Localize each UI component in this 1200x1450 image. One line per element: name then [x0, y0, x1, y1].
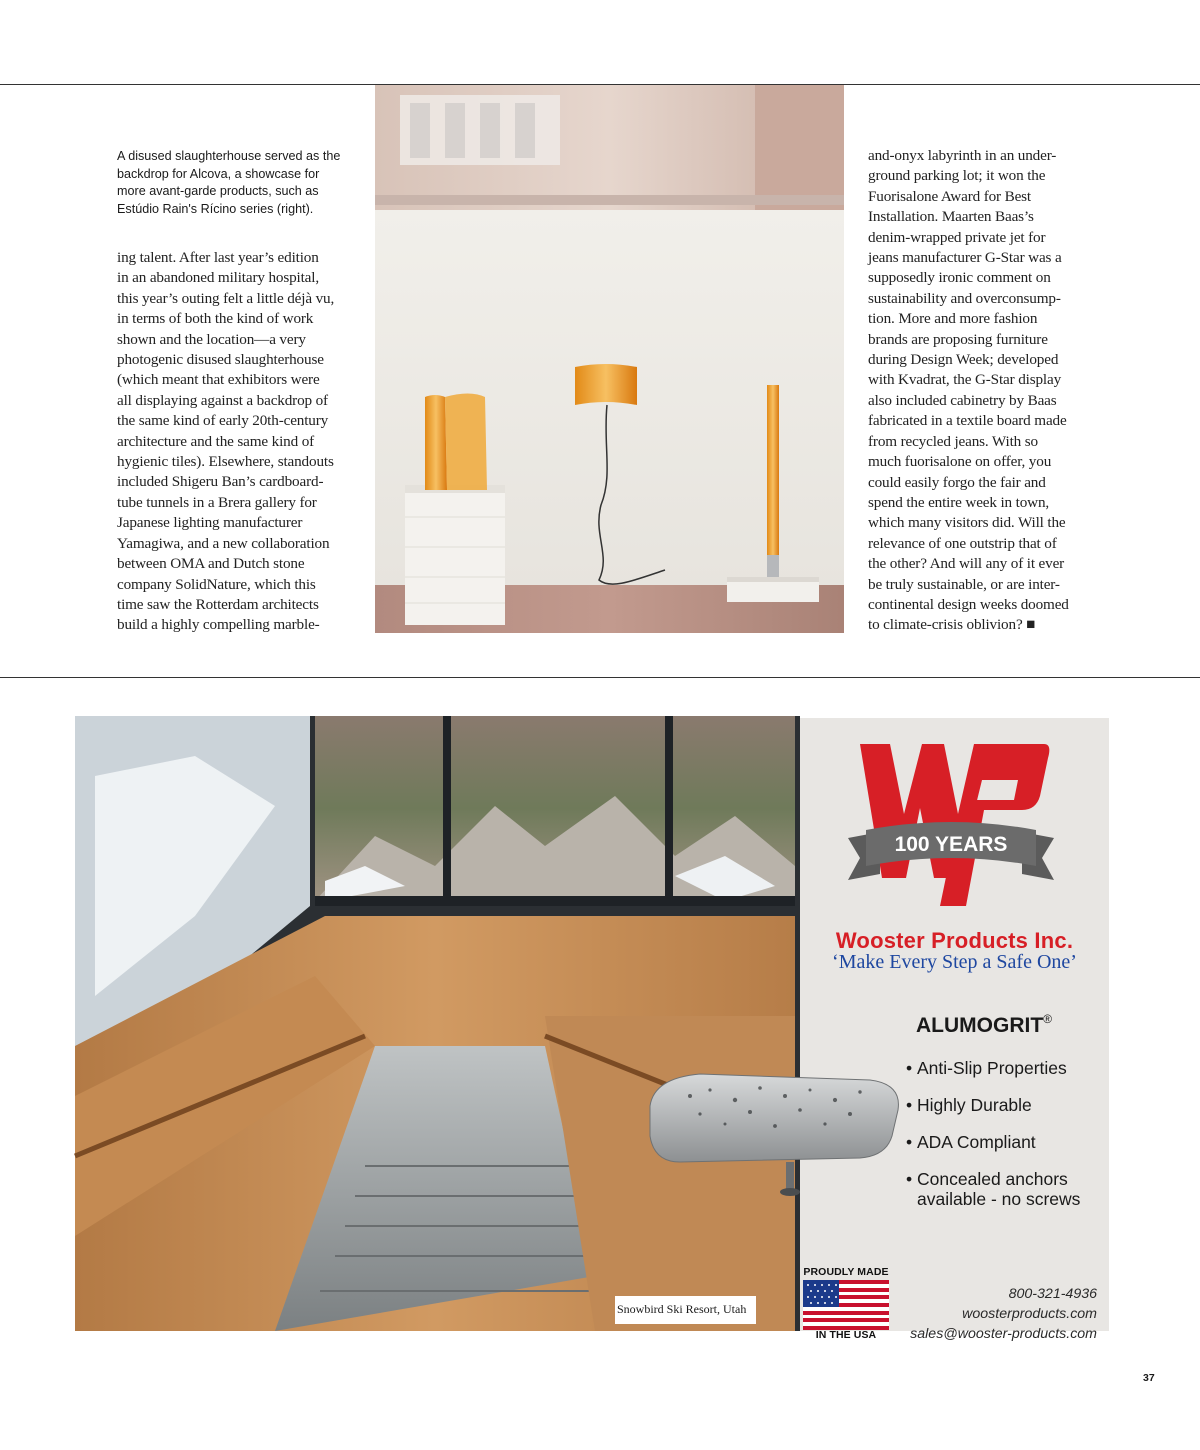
- article-text-line: hygienic tiles). Elsewhere, standouts: [117, 453, 334, 471]
- article-text-line: with Kvadrat, the G-Star display: [868, 371, 1062, 389]
- feature-item: • Anti-Slip Properties: [906, 1058, 1117, 1078]
- product-name: ALUMOGRIT®: [916, 1012, 1052, 1037]
- wooster-logo-icon: [846, 738, 1056, 913]
- wooster-advertisement[interactable]: [75, 716, 1109, 1342]
- article-text-line: between OMA and Dutch stone: [117, 555, 305, 573]
- article-text-line: which many visitors did. Will the: [868, 514, 1066, 532]
- alcova-gallery-photo: [375, 85, 844, 633]
- article-text-line: could easily forgo the fair and: [868, 473, 1046, 491]
- badge-bottom-text: IN THE USA: [815, 1329, 877, 1341]
- article-text-line: build a highly compelling marble-: [117, 616, 320, 634]
- article-text-line: Fuorisalone Award for Best: [868, 187, 1032, 205]
- article-text-line: included Shigeru Ban’s cardboard-: [117, 473, 324, 491]
- logo-banner-text: 100 YEARS: [894, 833, 1008, 856]
- article-text-line: time saw the Rotterdam architects: [117, 595, 319, 613]
- article-text-line: also included cabinetry by Baas: [868, 391, 1057, 409]
- article-text-line: sustainability and overconsump-: [868, 289, 1061, 307]
- article-text-line: company SolidNature, which this: [117, 575, 316, 593]
- article-text-line: this year’s outing felt a little déjà vu,: [117, 289, 335, 307]
- section-rule: [0, 677, 1200, 678]
- article-text-line: denim-wrapped private jet for: [868, 228, 1046, 246]
- article-column-right: [868, 146, 1103, 636]
- article-text-line: in terms of both the kind of work: [117, 310, 314, 328]
- article-text-line: during Design Week; developed: [868, 351, 1059, 369]
- ad-photo-caption: Snowbird Ski Resort, Utah: [615, 1296, 756, 1324]
- article-text-line: the other? And will any of it ever: [868, 555, 1065, 573]
- article-text-line: Japanese lighting manufacturer: [117, 514, 303, 532]
- company-tagline: ‘Make Every Step a Safe One’: [832, 951, 1077, 973]
- article-text-line: shown and the location—a very: [117, 330, 306, 348]
- article-text-line: (which meant that exhibitors were: [117, 371, 320, 389]
- article-text-line: the same kind of early 20th-century: [117, 412, 329, 430]
- article-text-line: to climate-crisis oblivion? ■: [868, 616, 1036, 634]
- article-text-line: tube tunnels in a Brera gallery for: [117, 493, 317, 511]
- article-text-line: photogenic disused slaughterhouse: [117, 351, 324, 369]
- article-text-line: Installation. Maarten Baas’s: [868, 208, 1034, 226]
- made-in-usa-badge: [803, 1266, 889, 1344]
- article-text-line: and-onyx labyrinth in an under-: [868, 147, 1057, 164]
- article-text-line: relevance of one outstrip that of: [868, 534, 1057, 552]
- staircase-photo: [75, 716, 800, 1331]
- article-text-line: supposedly ironic comment on: [868, 269, 1051, 287]
- contact-info: [910, 1284, 1097, 1344]
- badge-top-text: PROUDLY MADE: [803, 1266, 889, 1278]
- article-text-line: from recycled jeans. With so: [868, 432, 1038, 450]
- article-text-line: jeans manufacturer G-Star was a: [868, 249, 1062, 267]
- article-text-line: fabricated in a textile board made: [868, 412, 1067, 430]
- photo-caption: A disused slaughterhouse served as the backdrop for Alcova, a showcase for more avant-garde products, such as Estúdio Rain's Rícino series (right).: [117, 149, 341, 216]
- article-text-line: spend the entire week in town,: [868, 493, 1050, 511]
- article-text-line: in an abandoned military hospital,: [117, 269, 319, 287]
- us-flag-icon: [803, 1280, 889, 1330]
- article-text-line: ing talent. After last year’s edition: [117, 249, 319, 266]
- feature-item: • Concealed anchors available - no screws: [906, 1169, 1117, 1209]
- article-column-left: [117, 248, 362, 636]
- feature-item: • Highly Durable: [906, 1095, 1117, 1115]
- article-text-line: ground parking lot; it won the: [868, 167, 1046, 185]
- ad-info-panel: [800, 718, 1109, 1342]
- phone-number: 800-321-4936: [1008, 1286, 1097, 1302]
- feature-item: • ADA Compliant: [906, 1132, 1117, 1152]
- company-name: Wooster Products Inc.: [835, 928, 1074, 953]
- page-number: 37: [1143, 1372, 1155, 1384]
- email-link[interactable]: sales@wooster-products.com: [910, 1326, 1097, 1342]
- feature-list: [906, 1058, 1117, 1226]
- article-text-line: much fuorisalone on offer, you: [868, 453, 1052, 471]
- stair-tread-product-icon: [640, 1066, 910, 1206]
- article-text-line: tion. More and more fashion: [868, 310, 1038, 328]
- article-text-line: continental design weeks doomed: [868, 595, 1069, 613]
- website-link[interactable]: woosterproducts.com: [962, 1306, 1097, 1322]
- article-text-line: Yamagiwa, and a new collaboration: [117, 534, 330, 552]
- article-text-line: brands are proposing furniture: [868, 330, 1048, 348]
- article-text-line: architecture and the same kind of: [117, 432, 315, 450]
- article-text-line: all displaying against a backdrop of: [117, 391, 328, 409]
- article-text-line: be truly sustainable, or are inter-: [868, 575, 1060, 593]
